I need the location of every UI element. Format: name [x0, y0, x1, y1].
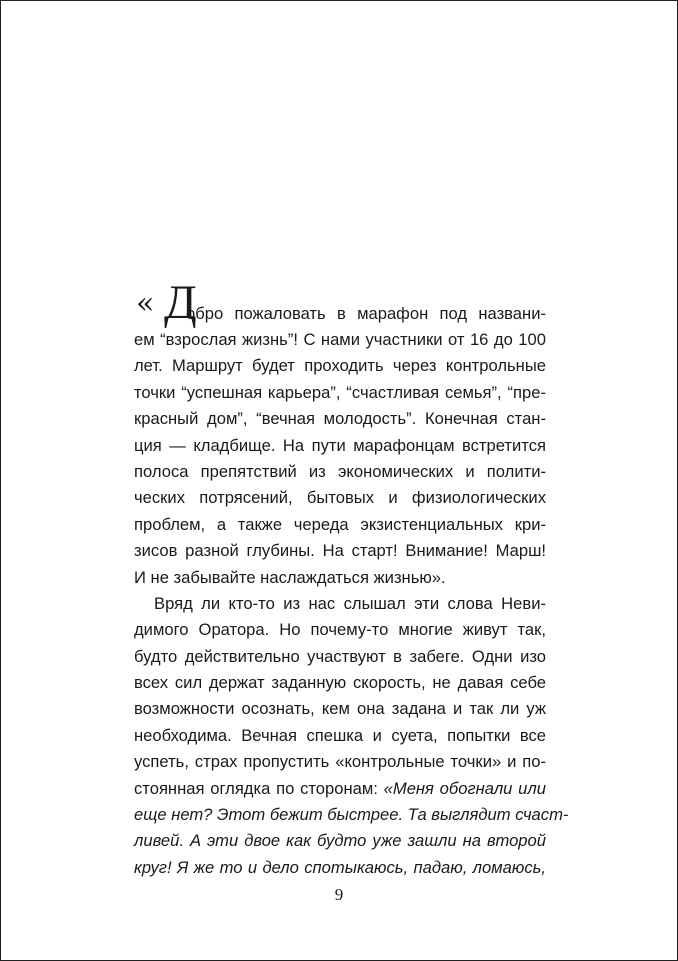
body-text — [134, 276, 569, 881]
paragraph-2-line-1: Вряд ли кто-то из нас слышал эти слова Неви- — [154, 593, 546, 613]
paragraph-2-line-7: успеть, страх пропустить «контрольные точки» и по- — [134, 752, 546, 772]
paragraph-1-line-1 — [134, 276, 546, 329]
paragraph-2-line-11: круг! Я же то и дело спотыкаюсь, падаю, ломаюсь, — [134, 857, 546, 877]
paragraph-1-line-11: И не забывайте наслаждаться жизнью». — [134, 567, 446, 587]
paragraph-1-line-7: полоса препятствий из экономических и полити- — [134, 461, 546, 481]
drop-cap-letter: Д — [164, 276, 197, 329]
paragraph-2-line-10: ливей. А эти двое как будто уже зашли на второй — [134, 831, 546, 851]
text-regular: стоянная оглядка по сторонам: — [134, 778, 384, 798]
page-number: 9 — [334, 885, 344, 904]
paragraph-2-line-5: возможности осознать, кем она задана и так ли уж — [134, 699, 546, 719]
paragraph-1-line-3: лет. Маршрут будет проходить через контрольные — [134, 356, 546, 376]
paragraph-1-line-5: красный дом”, “вечная молодость”. Конечная стан- — [134, 409, 546, 429]
paragraph-2-line-3: будто действительно участвуют в забеге. Одни изо — [134, 646, 546, 666]
text-italic: «Меня обогнали или — [383, 778, 546, 798]
paragraph-2-line-9: еще нет? Этот бежит быстрее. Та выглядит счаст- — [134, 805, 569, 825]
paragraph-1-line-6: ция — кладбище. На пути марафонцам встретится — [134, 435, 546, 455]
paragraph-1-line-4: точки “успешная карьера”, “счастливая семья”, “пре- — [134, 382, 546, 402]
paragraph-1-line-9: проблем, а также череда экзистенциальных кри- — [134, 514, 546, 534]
paragraph-1-line-10: зисов разной глубины. На старт! Внимание! Марш! — [134, 541, 546, 561]
paragraph-1-line-2: ем “взрослая жизнь”! С нами участники от 16 до 100 — [134, 330, 546, 349]
opening-guillemet: « — [136, 286, 155, 321]
paragraph-2-line-2: димого Оратора. Но почему-то многие живут так, — [134, 620, 546, 640]
paragraph-2-line-6: необходима. Вечная спешка и суета, попытки все — [134, 725, 546, 745]
text-line: обро пожаловать в марафон под названи- — [186, 304, 546, 323]
paragraph-2-line-4: всех сил держат заданную скорость, не давая себе — [134, 673, 546, 693]
paragraph-2-line-8 — [134, 776, 546, 802]
paragraph-1-line-8: ческих потрясений, бытовых и физиологических — [134, 488, 546, 508]
